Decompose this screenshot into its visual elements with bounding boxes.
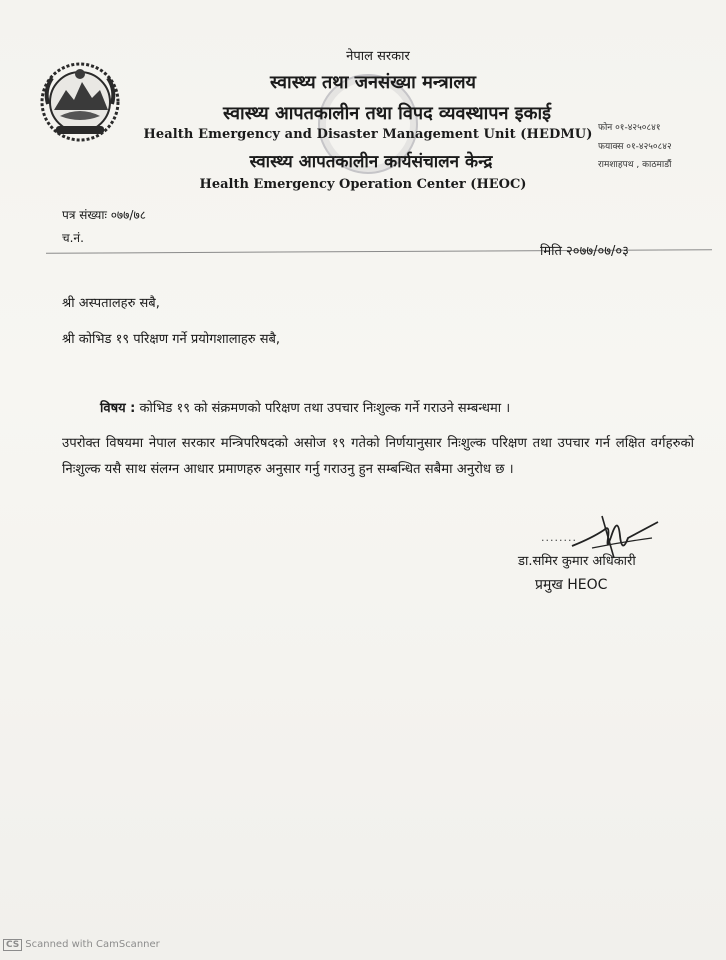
letter-date: मिति २०७७/०७/०३ [540, 244, 629, 259]
heoc-name-nepali: स्वास्थ्य आपतकालीन कार्यसंचालन केन्द्र [249, 152, 493, 172]
scanner-text: Scanned with CamScanner [25, 939, 160, 950]
government-name: नेपाल सरकार [346, 49, 410, 64]
dispatch-number: च.नं. [62, 231, 84, 245]
signatory-name: डा.समिर कुमार अधिकारी [518, 554, 636, 569]
camscanner-logo-icon: CS [3, 939, 22, 951]
signature-dots: ........ [541, 531, 577, 544]
contact-address: रामशाहपथ , काठमाडौं [598, 160, 672, 170]
subject-line [100, 398, 510, 416]
letter-body: उपरोक्त विषयमा नेपाल सरकार मन्त्रिपरिषदको असोज १९ गतेको निर्णयानुसार निःशुल्क परिक्षण तथा उपचार गर्न लक्षित वर्गहरुको निःशुल्क यसै साथ संलग्न आधार प्रमाणहरु अनुसार गर्नु गराउनु हुन सम्बन्धित सबैमा अनुरोध छ । [62, 436, 694, 477]
contact-phone: फोन ०१-४२५०८४१ [598, 123, 661, 133]
ministry-name: स्वास्थ्य तथा जनसंख्या मन्त्रालय [270, 72, 476, 93]
recipient-labs: श्री कोभिड १९ परिक्षण गर्ने प्रयोगशालाहरु सबै, [62, 332, 281, 347]
subject-label: विषय : [100, 401, 136, 416]
letter-number: पत्र संख्याः ०७७/७८ [62, 208, 146, 222]
recipient-hospitals: श्री अस्पतालहरु सबै, [62, 296, 160, 311]
subject-text: कोभिड १९ को संक्रमणको परिक्षण तथा उपचार निःशुल्क गर्ने गराउने सम्बन्धमा । [139, 401, 511, 416]
scanner-watermark [3, 939, 160, 951]
signatory-title: प्रमुख HEOC [535, 577, 608, 593]
unit-name-nepali: स्वास्थ्य आपतकालीन तथा विपद व्यवस्थापन इकाई [223, 103, 551, 124]
contact-fax: फयाक्स ०१-४२५०८४२ [598, 142, 672, 152]
heoc-name-english: Health Emergency Operation Center (HEOC) [199, 177, 527, 192]
unit-name-english: Health Emergency and Disaster Management Unit (HEDMU) [143, 127, 593, 142]
